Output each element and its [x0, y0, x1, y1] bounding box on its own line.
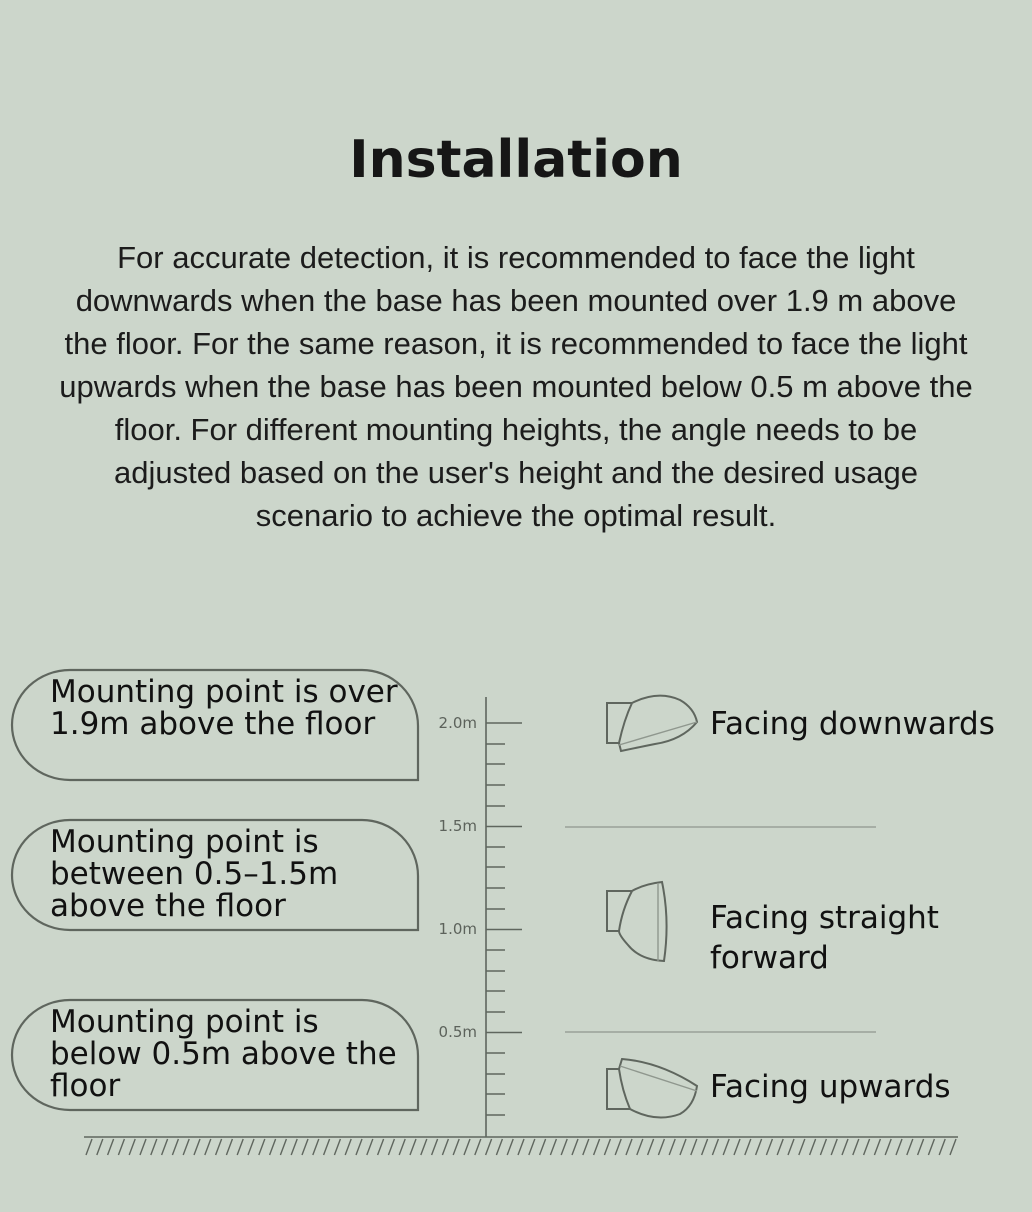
orientation-upwards-label: Facing upwards — [710, 1069, 951, 1105]
installation-description: For accurate detection, it is recommended to face the light downwards when the base has been mounted over 1.9 m above the floor. For the same reason, it is recommended to face the light upwards when the base has been mounted below 0.5 m above the floor. For different mounting heights, the angle needs to be adjusted based on the user's height and the desired usage scenario to achieve the optimal result. — [59, 240, 973, 533]
height-ruler — [486, 697, 522, 1137]
mounting-point-low-label: Mounting point is below 0.5m above the floor — [50, 1004, 397, 1104]
lamp-facing-forward-icon — [607, 882, 667, 961]
orientation-forward-label: Facing straight forward — [710, 900, 939, 976]
orientation-downwards-label: Facing downwards — [710, 706, 995, 742]
lamp-facing-up-icon — [607, 1059, 697, 1118]
floor-hatching — [86, 1139, 956, 1155]
tick-label-1-0m: 1.0m — [438, 920, 477, 938]
lamp-facing-down-icon — [607, 696, 697, 751]
mounting-point-mid-label: Mounting point is between 0.5–1.5m above the floor — [50, 824, 339, 924]
page-title: Installation — [349, 130, 683, 190]
tick-label-1-5m: 1.5m — [438, 817, 477, 835]
mounting-point-high-label: Mounting point is over 1.9m above the floor — [50, 674, 398, 742]
tick-label-0-5m: 0.5m — [438, 1023, 477, 1041]
tick-label-2-0m: 2.0m — [438, 714, 477, 732]
